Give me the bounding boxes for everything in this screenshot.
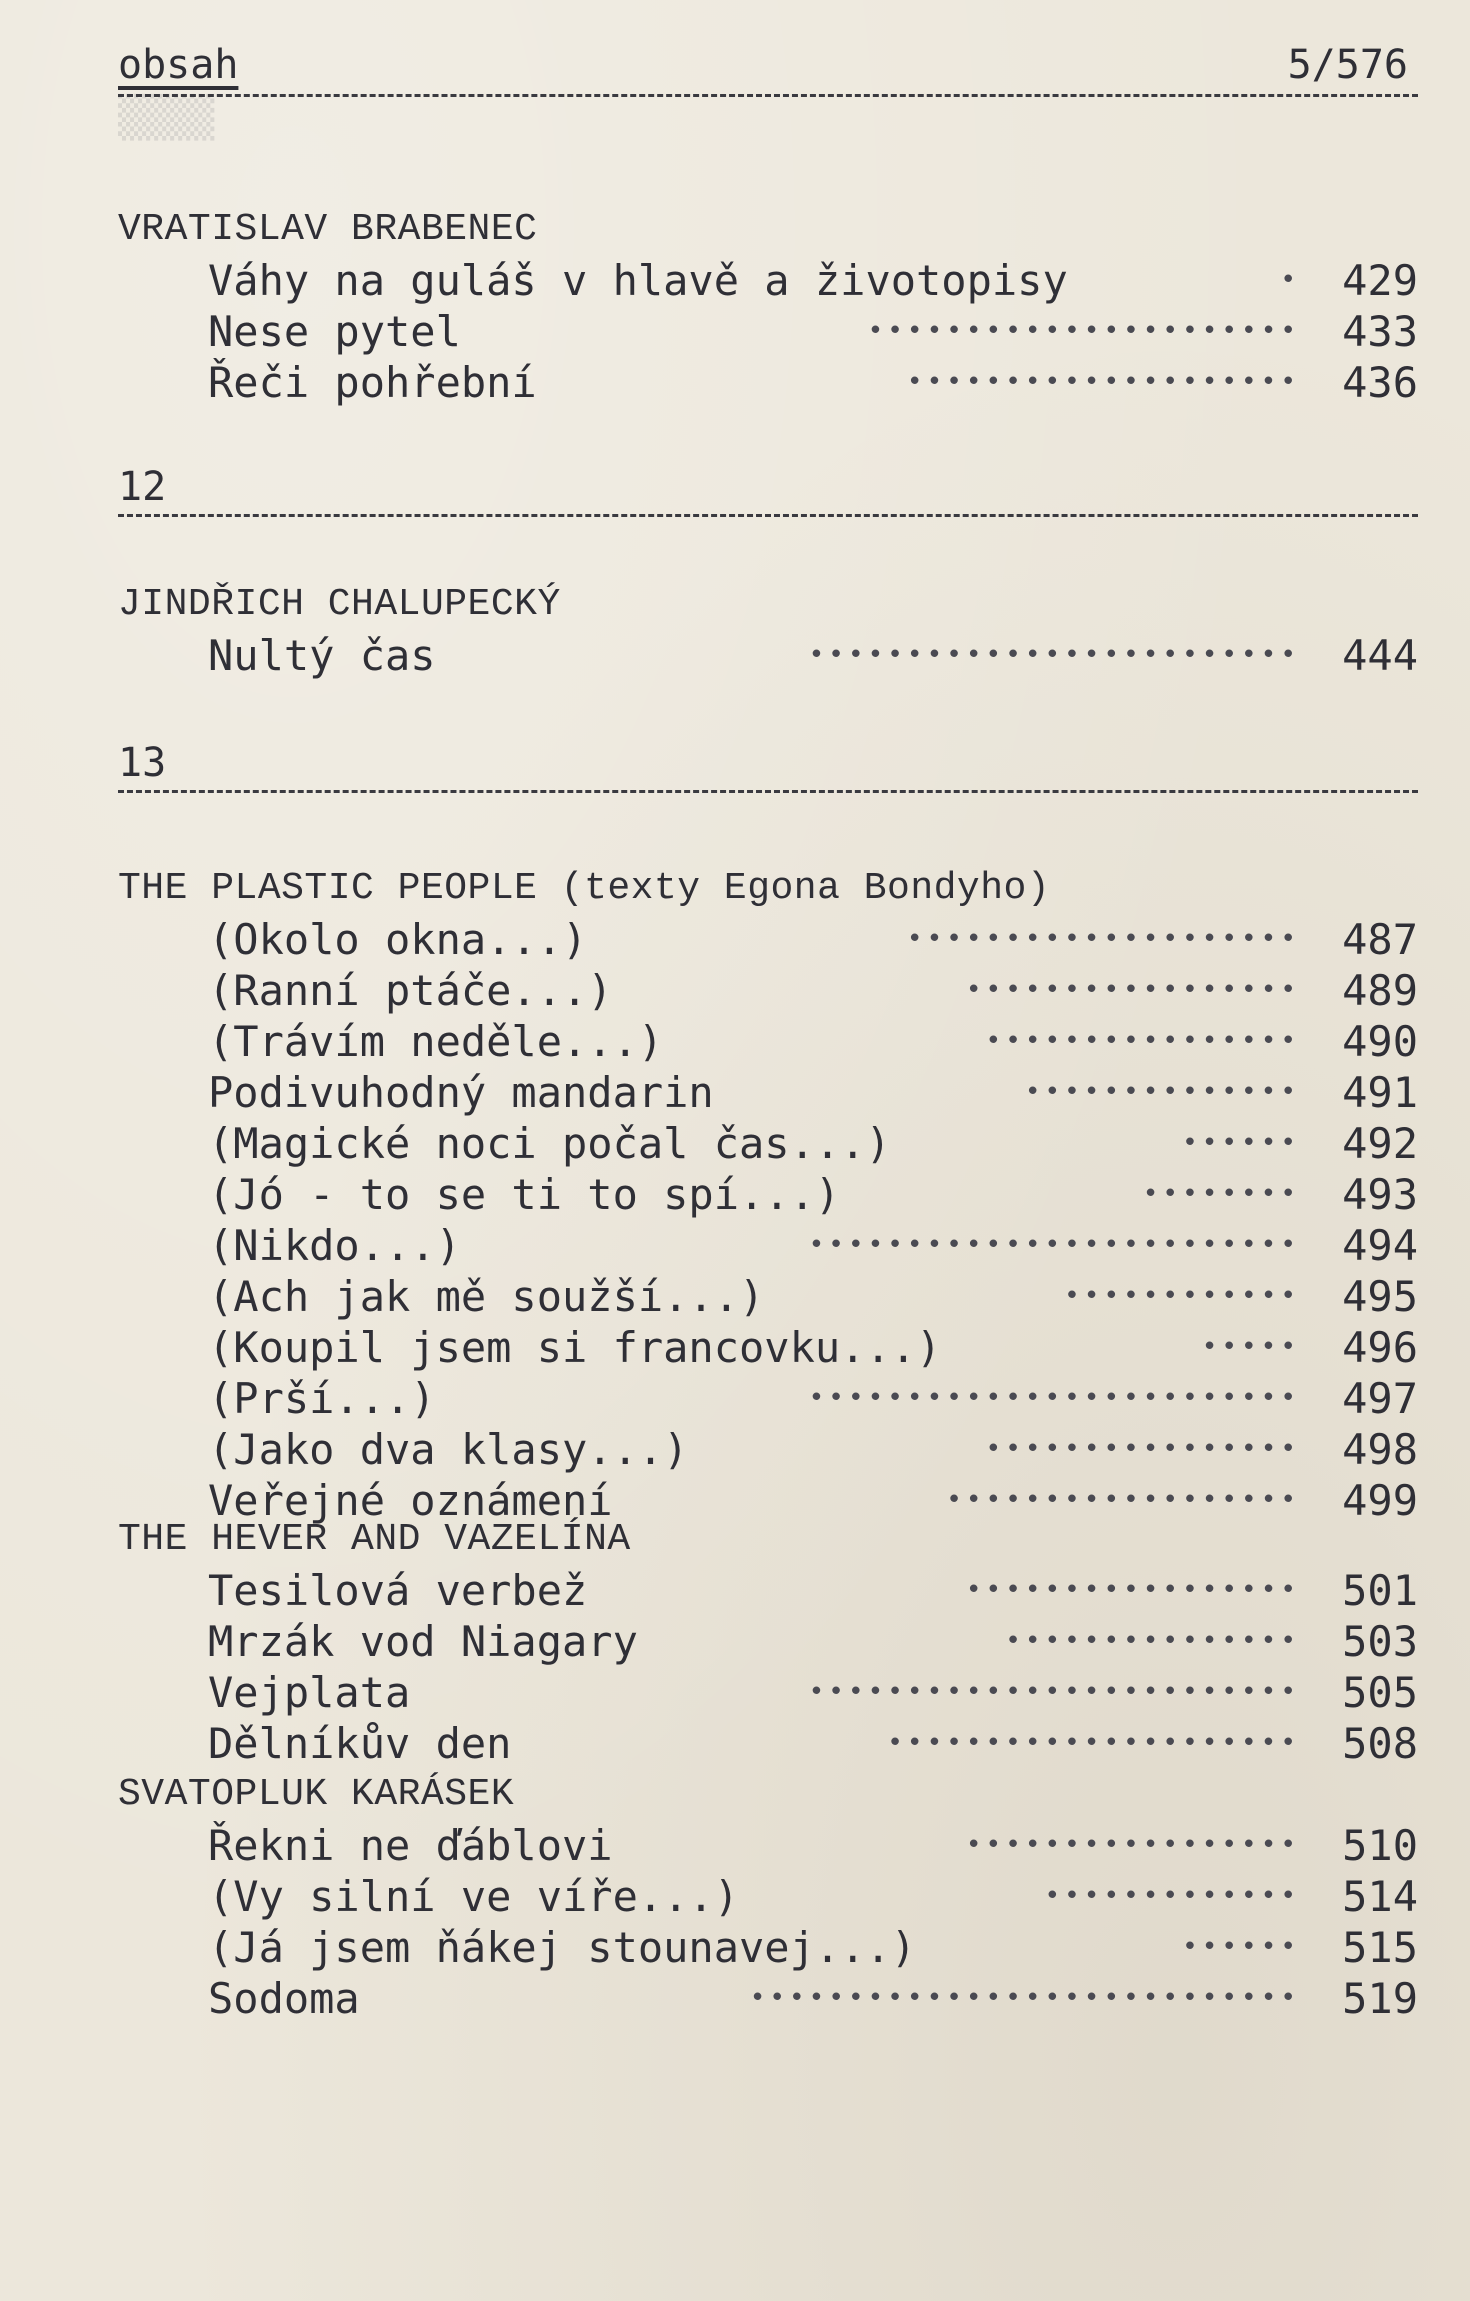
toc-entry (118, 1820, 1418, 1871)
leader-dots: ••••• (1201, 1332, 1300, 1362)
entry-title: Tesilová verbež (208, 1566, 588, 1615)
leader-dots: •••••• (1182, 1128, 1300, 1158)
entry-title: (Prší...) (208, 1374, 436, 1423)
toc-entry (118, 1169, 1418, 1220)
toc-entry (118, 1220, 1418, 1271)
section-number: 13 (118, 740, 167, 786)
entry-title: (Koupil jsem si francovku...) (208, 1323, 942, 1372)
leader-dots: ••••••••••••••••••••••••• (808, 1230, 1300, 1260)
section-divider-13 (118, 738, 1418, 794)
leader-dots: ••••••••••••••••• (965, 1830, 1300, 1860)
toc-entry (118, 1067, 1418, 1118)
toc-entry (118, 1718, 1418, 1769)
header-rule (118, 94, 1418, 97)
toc-entry (118, 914, 1418, 965)
toc-entry (118, 1616, 1418, 1667)
entry-title: (Magické noci počal čas...) (208, 1119, 891, 1168)
leader-dots: •••••••••••••••••••• (906, 367, 1300, 397)
entry-page: 497 (1342, 1374, 1418, 1423)
author-block-brabenec (118, 205, 1418, 408)
entry-title: (Já jsem ňákej stounavej...) (208, 1923, 917, 1972)
toc-entry (118, 965, 1418, 1016)
toc-entry (118, 306, 1418, 357)
entry-title: Řeči pohřební (208, 358, 537, 407)
author-block-hever-vazelina (118, 1515, 1418, 1769)
entry-title: (Okolo okna...) (208, 915, 588, 964)
author-heading: VRATISLAV BRABENEC (118, 208, 538, 251)
leader-dots: •••••••••••••••••••••••••••• (749, 1983, 1300, 2013)
entry-page: 487 (1342, 915, 1418, 964)
toc-entry (118, 1271, 1418, 1322)
toc-entry (118, 1973, 1418, 2024)
toc-entry (118, 1922, 1418, 1973)
entry-title: (Vy silní ve víře...) (208, 1872, 740, 1921)
leader-dots: ••••••••••••• (1044, 1881, 1300, 1911)
entry-title: (Ranní ptáče...) (208, 966, 613, 1015)
author-heading: SVATOPLUK KARÁSEK (118, 1773, 515, 1816)
page-header (118, 40, 1418, 100)
entry-page: 491 (1342, 1068, 1418, 1117)
entry-title: Řekni ne ďáblovi (208, 1821, 613, 1870)
leader-dots: ••••••••••••••••••••••••• (808, 1677, 1300, 1707)
entry-title: Sodoma (208, 1974, 360, 2023)
author-heading: THE HEVER AND VAZELÍNA (118, 1518, 631, 1561)
toc-entry (118, 357, 1418, 408)
entry-page: 508 (1342, 1719, 1418, 1768)
leader-dots: •••••••••••••••••••• (906, 924, 1300, 954)
section-rule (118, 790, 1418, 793)
entry-title: Dělníkův den (208, 1719, 512, 1768)
author-block-plastic-people (118, 864, 1418, 1526)
show-through-decoration: ▒▒▒▒ (118, 95, 215, 141)
entry-page: 444 (1342, 631, 1418, 680)
toc-entry (118, 1667, 1418, 1718)
leader-dots: ••••••••••••••••••••••••• (808, 640, 1300, 670)
entry-page: 495 (1342, 1272, 1418, 1321)
leader-dots: ••••••••••••••••••••••••• (808, 1383, 1300, 1413)
toc-entry (118, 255, 1418, 306)
entry-page: 436 (1342, 358, 1418, 407)
leader-dots: •••••• (1182, 1932, 1300, 1962)
entry-page: 498 (1342, 1425, 1418, 1474)
leader-dots: ••••••••••••••• (1005, 1626, 1300, 1656)
leader-dots: ••••••••••••••••• (965, 1575, 1300, 1605)
header-page-number: 5/576 (1287, 42, 1408, 88)
entry-title: Mrzák vod Niagary (208, 1617, 638, 1666)
entry-title: Podivuhodný mandarin (208, 1068, 714, 1117)
entry-page: 433 (1342, 307, 1418, 356)
entry-page: 496 (1342, 1323, 1418, 1372)
toc-entry (118, 1322, 1418, 1373)
entry-page: 494 (1342, 1221, 1418, 1270)
entry-page: 429 (1342, 256, 1418, 305)
toc-entry (118, 630, 1418, 681)
entry-title: (Nikdo...) (208, 1221, 461, 1270)
entry-title: (Jako dva klasy...) (208, 1425, 689, 1474)
entry-page: 503 (1342, 1617, 1418, 1666)
entry-page: 492 (1342, 1119, 1418, 1168)
leader-dots: ••••••••••••••••• (965, 975, 1300, 1005)
author-block-karasek (118, 1770, 1418, 2024)
entry-page: 489 (1342, 966, 1418, 1015)
leader-dots: • (1280, 265, 1300, 295)
leader-dots: •••••••••••••••••••••• (867, 316, 1300, 346)
entry-page: 515 (1342, 1923, 1418, 1972)
section-rule (118, 514, 1418, 517)
leader-dots: •••••••• (1142, 1179, 1300, 1209)
entry-title: Veřejné oznámení (208, 1476, 613, 1525)
toc-entry (118, 1373, 1418, 1424)
entry-page: 493 (1342, 1170, 1418, 1219)
entry-title: (Trávím neděle...) (208, 1017, 664, 1066)
entry-title: (Ach jak mě soužší...) (208, 1272, 765, 1321)
entry-title: Nultý čas (208, 631, 436, 680)
entry-page: 519 (1342, 1974, 1418, 2023)
leader-dots: •••••••••••••••• (985, 1026, 1300, 1056)
toc-entry (118, 1016, 1418, 1067)
section-number: 12 (118, 464, 167, 510)
entry-page: 490 (1342, 1017, 1418, 1066)
toc-entry (118, 1871, 1418, 1922)
entry-page: 501 (1342, 1566, 1418, 1615)
leader-dots: •••••••••••••••••• (946, 1485, 1300, 1515)
author-heading: THE PLASTIC PEOPLE (texty Egona Bondyho) (118, 867, 1051, 910)
entry-page: 514 (1342, 1872, 1418, 1921)
entry-page: 499 (1342, 1476, 1418, 1525)
entry-title: (Jó - to se ti to spí...) (208, 1170, 841, 1219)
leader-dots: •••••••••••••• (1024, 1077, 1300, 1107)
author-heading: JINDŘICH CHALUPECKÝ (118, 583, 561, 626)
leader-dots: ••••••••••••••••••••• (887, 1728, 1300, 1758)
entry-page: 505 (1342, 1668, 1418, 1717)
author-block-chalupecky (118, 580, 1418, 681)
leader-dots: •••••••••••••••• (985, 1434, 1300, 1464)
toc-entry (118, 1424, 1418, 1475)
entry-title: Váhy na guláš v hlavě a životopisy (208, 256, 1068, 305)
toc-entry (118, 1565, 1418, 1616)
entry-page: 510 (1342, 1821, 1418, 1870)
header-title: obsah (118, 42, 239, 88)
section-divider-12 (118, 462, 1418, 518)
leader-dots: •••••••••••• (1064, 1281, 1300, 1311)
entry-title: Nese pytel (208, 307, 461, 356)
toc-entry (118, 1118, 1418, 1169)
entry-title: Vejplata (208, 1668, 411, 1717)
